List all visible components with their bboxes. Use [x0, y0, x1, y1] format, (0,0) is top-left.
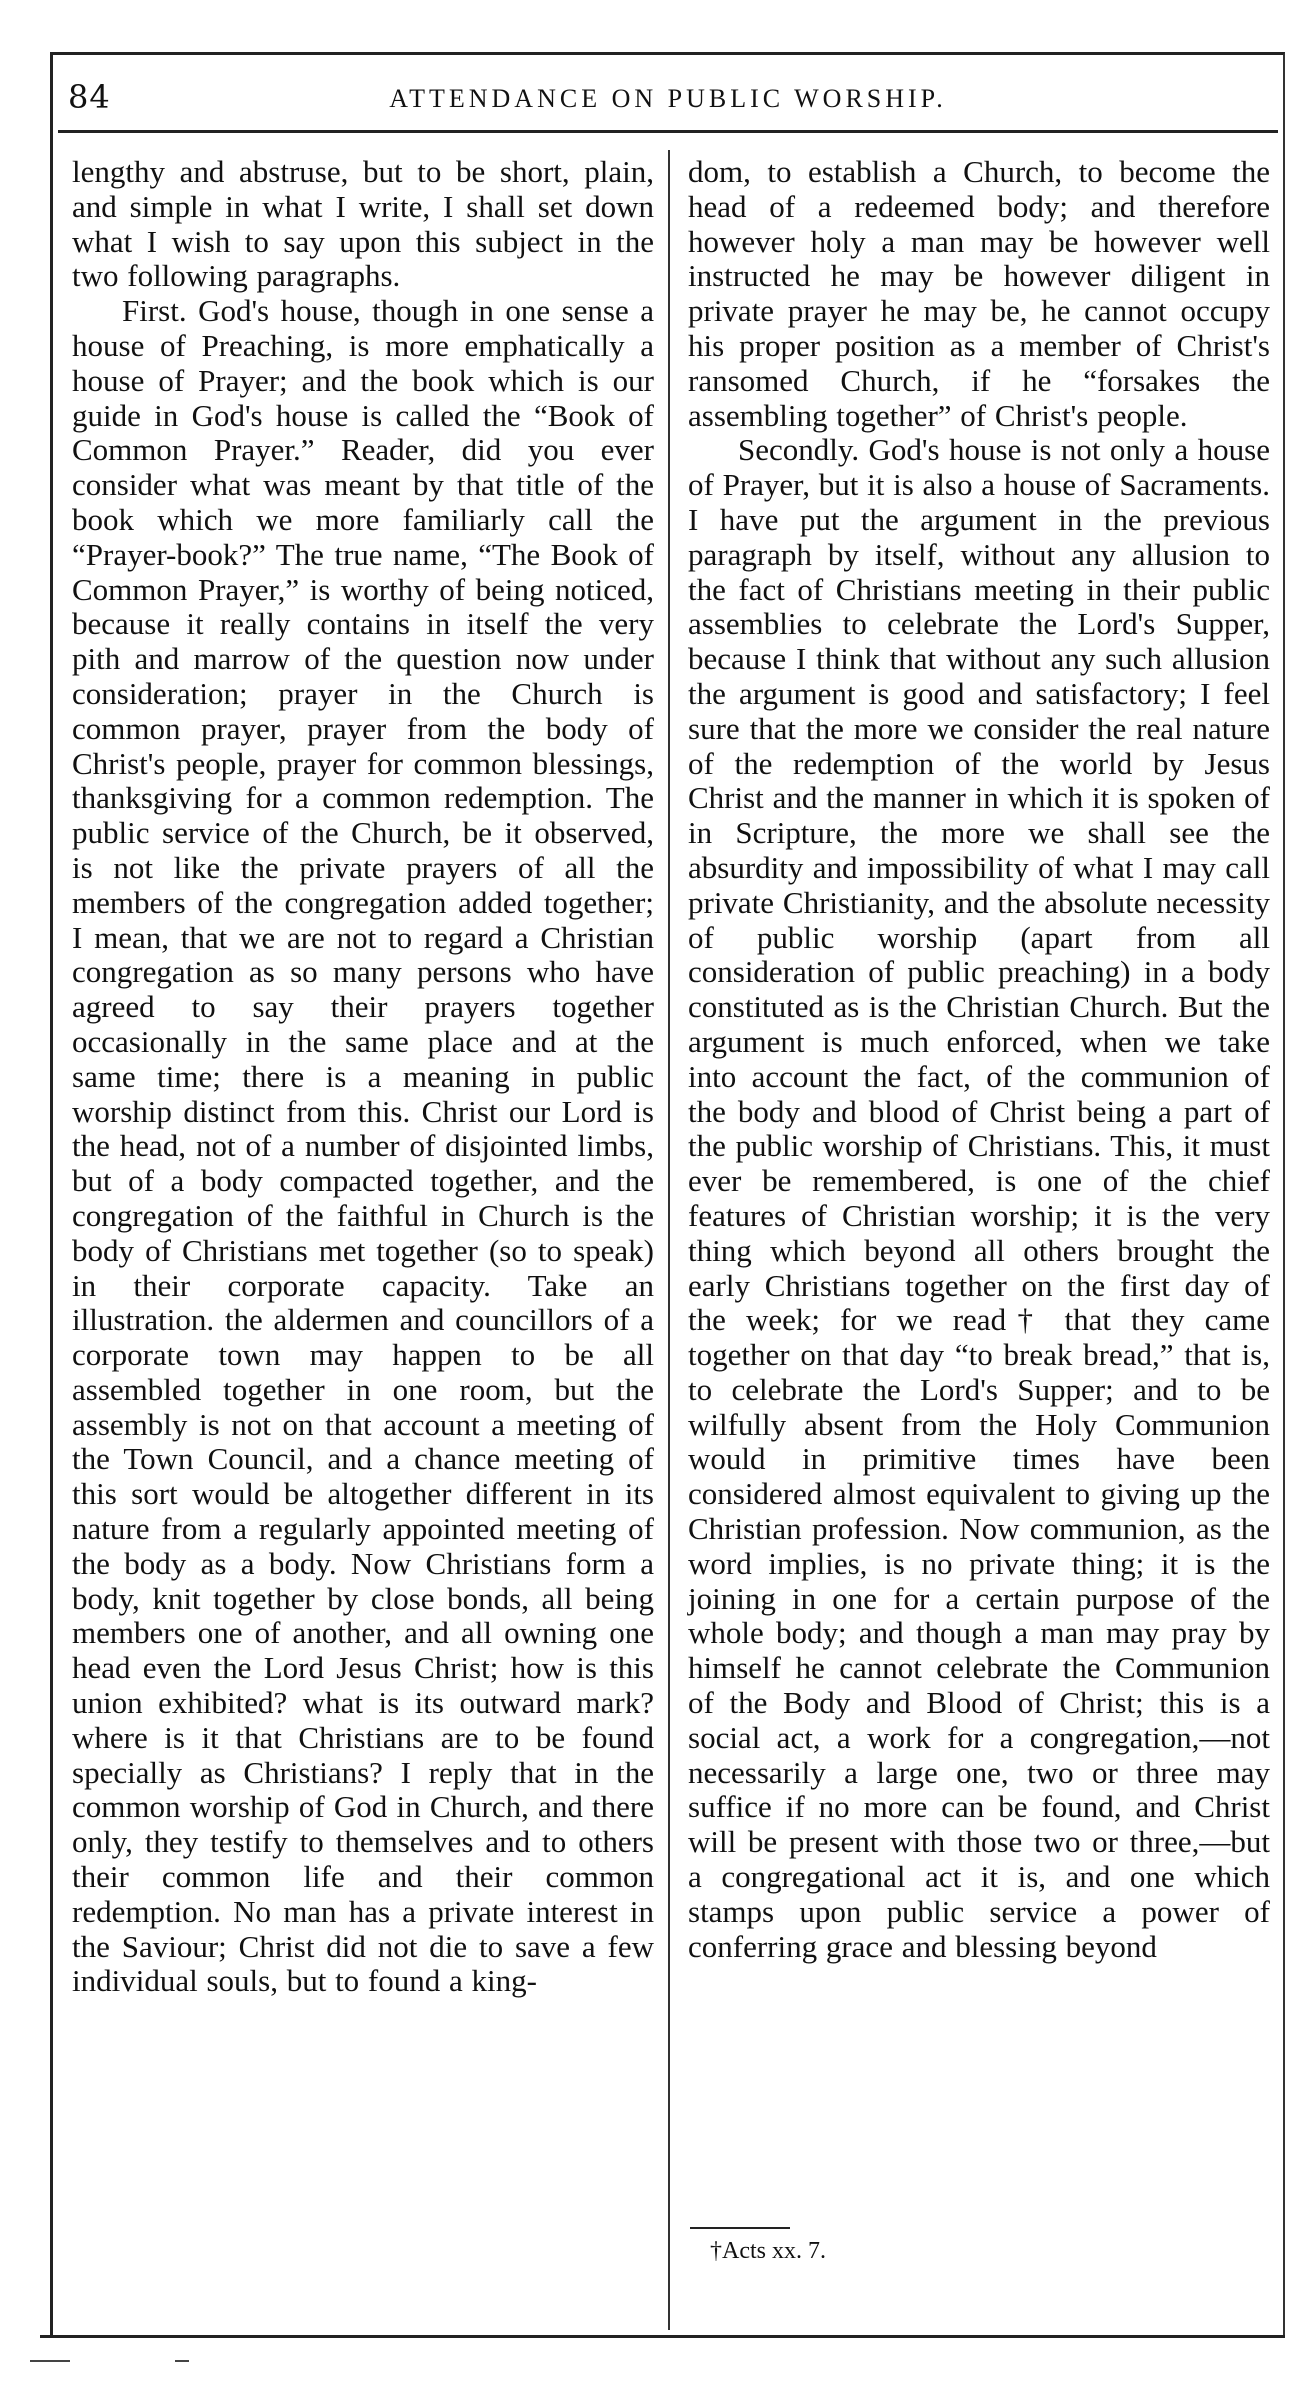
column-divider [668, 150, 670, 2330]
bottom-rule [40, 2335, 1285, 2338]
scan-mark-center [175, 2360, 189, 2362]
paragraph-intro-continued: lengthy and abstruse, but to be short, plain, and simple in what I write, I shall set down what I wish to say upon this subject in the two following paragraphs. [72, 154, 654, 294]
page-header [58, 70, 1278, 133]
footnote-rule [690, 2227, 790, 2229]
paragraph-first-continued: dom, to establish a Church, to become the head of a redeemed body; and therefore however holy a man may be however well instructed he may be however diligent in private prayer he may be, he cannot occupy his proper position as a member of Christ's ransomed Church, if he “forsakes the assembling together” of Christ's people. [688, 154, 1270, 433]
paragraph-secondly: Secondly. God's house is not only a house of Prayer, but it is also a house of Sacraments. I have put the argument in the previous paragraph by itself, without any allusion to the fact of Christians meeting in their public assemblies to celebrate the Lord's Supper, because I think that without any such allusion the argument is good and satisfactory; I feel sure that the more we consider the real nature of the redemption of the world by Jesus Christ and the manner in which it is spoken of in Scripture, the more we shall see the absurdity and impossibility of what I may call private Christianity, and the absolute necessity of public worship (apart from all consideration of public preaching) in a body constituted as is the Christian Church. But the argument is much enforced, when we take into account the fact, of the communion of the body and blood of Christ being a part of the public worship of Christians. This, it must ever be remembered, is one of the chief features of Christian worship; it is the very thing which beyond all others brought the early Christians together on the first day of the week; for we read† that they came together on that day “to break bread,” that is, to celebrate the Lord's Supper; and to be wilfully absent from the Holy Communion would in primitive times have been considered almost equivalent to giving up the Christian profession. Now communion, as the word implies, is no private thing; it is the joining in one for a certain purpose of the whole body; and though a man may pray by himself he cannot celebrate the Communion of the Body and Blood of Christ; this is a social act, a work for a congregation,—not necessarily a large one, two or three may suffice if no more can be found, and Christ will be present with those two or three,—but a congregational act it is, and one which stamps upon public service a power of conferring grace and blessing beyond [688, 432, 1270, 1964]
footnote: †Acts xx. 7. [710, 2238, 826, 2264]
paragraph-first: First. God's house, though in one sense a house of Preaching, is more emphatically a house of Prayer; and the book which is our guide in God's house is called the “Book of Common Prayer.” Reader, did you ever consider what was meant by that title of the book which we more familiarly call the “Prayer-book?” The true name, “The Book of Common Prayer,” is worthy of being noticed, because it really contains in itself the very pith and marrow of the question now under consideration; prayer in the Church is common prayer, prayer from the body of Christ's people, prayer for common blessings, thanksgiving for a common redemption. The public service of the Church, be it observed, is not like the private prayers of all the members of the congregation added together; I mean, that we are not to regard a Christian congregation as so many persons who have agreed to say their prayers together occasionally in the same place and at the same time; there is a meaning in public worship distinct from this. Christ our Lord is the head, not of a number of disjointed limbs, but of a body compacted together, and the congregation of the faithful in Church is the body of Christians met together (so to speak) in their corporate capacity. Take an illustration. the aldermen and councillors of a corporate town may happen to be all assembled together in one room, but the assembly is not on that account a meeting of the Town Council, and a chance meeting of this sort would be altogether different in its nature from a regularly appointed meeting of the body as a body. Now Christians form a body, knit together by close bonds, all being members one of another, and all owning one head even the Lord Jesus Christ; how is this union exhibited? what is its outward mark? where is it that Christians are to be found specially as Christians? I reply that in the common worship of God in Church, and there only, they testify to themselves and to others their common life and their common redemption. No man has a private interest in the Saviour; Christ did not die to save a few individual souls, but to found a king- [72, 293, 654, 1999]
running-title: ATTENDANCE ON PUBLIC WORSHIP. [389, 84, 947, 113]
page-number: 84 [68, 78, 111, 116]
scan-mark-left [30, 2360, 70, 2362]
right-column [688, 155, 1270, 1964]
left-column [72, 155, 654, 1999]
